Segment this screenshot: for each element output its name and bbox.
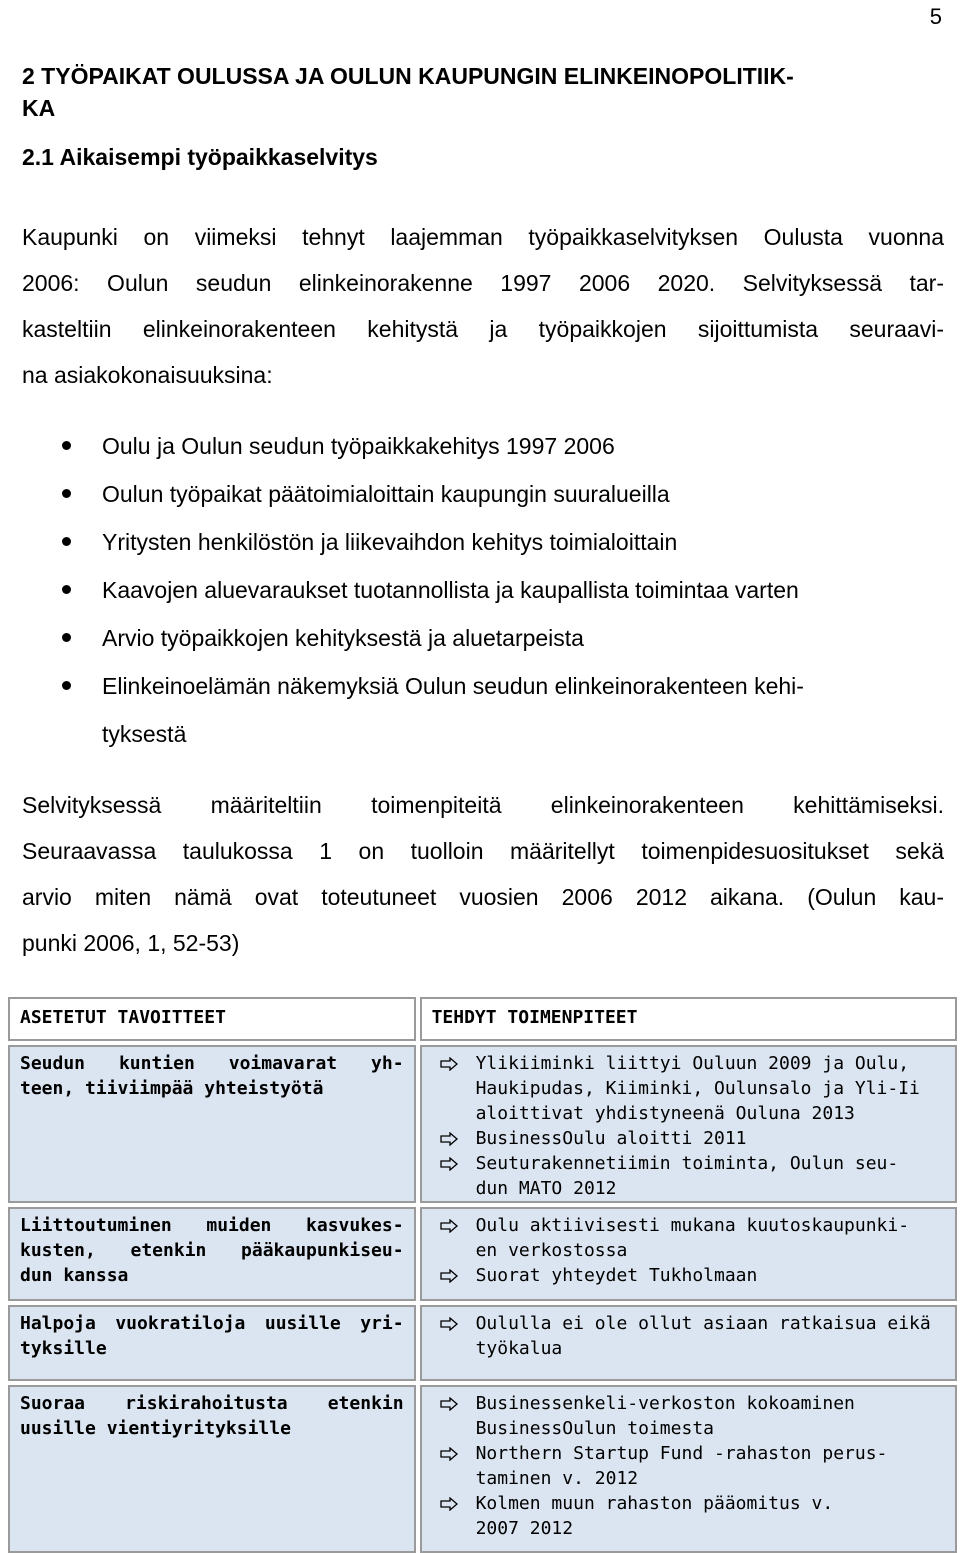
paragraph-line: Selvityksessä määriteltiin toimenpiteitä elinkeinorakenteen kehittämiseksi.: [22, 792, 944, 818]
paragraph-line: arvio miten nämä ovat toteutuneet vuosien 2006 2012 aikana. (Oulun kau-: [22, 884, 944, 910]
action-text: [476, 1391, 855, 1441]
actions-cell: [420, 1045, 957, 1203]
action-text: [476, 1491, 834, 1541]
actions-cell: [420, 1207, 957, 1301]
goal-text: dun kanssa: [20, 1265, 129, 1286]
chapter-heading-line: KA: [22, 95, 56, 121]
action-text: [476, 1213, 909, 1263]
section-heading: 2.1 Aikaisempi työpaikkaselvitys: [22, 144, 378, 170]
bullet-icon: [62, 489, 71, 498]
paragraph-line: kasteltiin elinkeinorakenteen kehitystä ja työpaikkojen sijoittumista seuraavi-: [22, 316, 944, 342]
action-text-line: Oulu aktiivisesti mukana kuutoskaupunki-: [475, 1215, 910, 1236]
list-item: [62, 518, 922, 566]
list-item: [62, 566, 922, 614]
action-text-line: Oululla ei ole ollut asiaan ratkaisua eikä: [475, 1313, 931, 1334]
goal-text: kusten, etenkin pääkaupunkiseu-: [20, 1240, 404, 1261]
table-header-goals: ASETETUT TAVOITTEET: [8, 997, 416, 1041]
arrow-right-icon: [434, 1051, 476, 1126]
arrow-right-icon: [434, 1213, 476, 1263]
bullet-icon: [62, 633, 71, 642]
action-text-line: Northern Startup Fund -rahaston perus-: [475, 1443, 888, 1464]
action-text-line: Businessenkeli-verkoston kokoaminen: [475, 1393, 855, 1414]
table-body: [8, 1045, 957, 1553]
action-text-line: 2007 2012: [475, 1518, 574, 1539]
actions-cell: [420, 1305, 957, 1381]
goals-actions-table: [8, 997, 957, 1553]
arrow-right-icon: [434, 1126, 476, 1151]
goal-text: uusille vientiyrityksille: [20, 1418, 291, 1439]
list-item-text: Elinkeinoelämän näkemyksiä Oulun seudun elinkeinorakenteen kehi-: [102, 673, 804, 699]
action-text-line: taminen v. 2012: [475, 1468, 639, 1489]
table-row: [8, 1207, 957, 1301]
paragraph-line: Kaupunki on viimeksi tehnyt laajemman työpaikkaselvityksen Oulusta vuonna: [22, 224, 944, 250]
action-text-line: Kolmen muun rahaston pääomitus v.: [475, 1493, 834, 1514]
paragraph-line: Seuraavassa taulukossa 1 on tuolloin määritellyt toimenpidesuositukset sekä: [22, 838, 944, 864]
action-item: [434, 1051, 945, 1126]
arrow-right-icon: [434, 1311, 476, 1361]
actions-cell: [420, 1385, 957, 1553]
goal-text: teen, tiiviimpää yhteistyötä: [20, 1078, 324, 1099]
topic-list: [62, 422, 922, 758]
action-item: [434, 1441, 945, 1491]
list-item-text: Oulun työpaikat päätoimialoittain kaupungin suuralueilla: [102, 481, 670, 507]
bullet-icon: [62, 681, 71, 690]
page-number: 5: [929, 4, 942, 29]
intro-paragraph: [22, 214, 944, 398]
paragraph-line: na asiakokonaisuuksina:: [22, 362, 273, 388]
action-text-line: dun MATO 2012: [475, 1178, 617, 1199]
arrow-right-icon: [434, 1151, 476, 1201]
summary-paragraph: [22, 782, 944, 966]
paragraph-line: 2006: Oulun seudun elinkeinorakenne 1997 2006 2020. Selvityksessä tar-: [22, 270, 944, 296]
action-text-line: Seuturakennetiimin toiminta, Oulun seu-: [475, 1153, 899, 1174]
action-item: [434, 1213, 945, 1263]
chapter-heading-line: 2 TYÖPAIKAT OULUSSA JA OULUN KAUPUNGIN ELINKEINOPOLITIIK-: [22, 63, 794, 89]
chapter-heading: [22, 60, 942, 124]
action-text-line: työkalua: [475, 1338, 563, 1359]
bullet-icon: [62, 537, 71, 546]
action-text: [476, 1151, 899, 1201]
action-text: [476, 1051, 920, 1126]
arrow-right-icon: [434, 1263, 476, 1288]
goal-text: Liittoutuminen muiden kasvukes-: [20, 1215, 404, 1236]
action-item: [434, 1491, 945, 1541]
goal-text: Halpoja vuokratiloja uusille yri-: [20, 1313, 404, 1334]
action-item: [434, 1151, 945, 1201]
action-text-line: BusinessOulun toimesta: [475, 1418, 714, 1439]
bullet-icon: [62, 585, 71, 594]
goal-text: tyksille: [20, 1338, 107, 1359]
list-item: [62, 422, 922, 470]
table-row: [8, 1305, 957, 1381]
goal-text: Suoraa riskirahoitusta etenkin: [20, 1393, 404, 1414]
action-text: [476, 1441, 888, 1491]
action-item: [434, 1126, 945, 1151]
list-item-text: tyksestä: [102, 721, 187, 747]
action-text-line: aloittivat yhdistyneenä Ouluna 2013: [475, 1103, 855, 1124]
action-text-line: BusinessOulu aloitti 2011: [475, 1128, 747, 1149]
table-header-row: [8, 997, 957, 1041]
arrow-right-icon: [434, 1491, 476, 1541]
action-text-line: Suorat yhteydet Tukholmaan: [475, 1265, 758, 1286]
action-text: [476, 1311, 931, 1361]
goal-cell: [8, 1045, 416, 1203]
arrow-right-icon: [434, 1441, 476, 1491]
action-text-line: Ylikiiminki liittyi Ouluun 2009 ja Oulu,: [475, 1053, 910, 1074]
goal-cell: [8, 1207, 416, 1301]
goal-cell: [8, 1385, 416, 1553]
table-row: [8, 1385, 957, 1553]
action-text-line: en verkostossa: [475, 1240, 628, 1261]
goal-text: Seudun kuntien voimavarat yh-: [20, 1053, 404, 1074]
table-row: [8, 1045, 957, 1203]
action-item: [434, 1263, 945, 1288]
goal-cell: [8, 1305, 416, 1381]
action-text: [476, 1263, 758, 1288]
action-item: [434, 1311, 945, 1361]
bullet-icon: [62, 441, 71, 450]
paragraph-line: punki 2006, 1, 52-53): [22, 930, 240, 956]
action-text-line: Haukipudas, Kiiminki, Oulunsalo ja Yli-Ii: [475, 1078, 920, 1099]
list-item: [62, 662, 922, 758]
action-text: [476, 1126, 747, 1151]
list-item-text: Arvio työpaikkojen kehityksestä ja aluetarpeista: [102, 625, 584, 651]
list-item: [62, 470, 922, 518]
list-item: [62, 614, 922, 662]
list-item-text: Yritysten henkilöstön ja liikevaihdon kehitys toimialoittain: [102, 529, 678, 555]
list-item-text: Oulu ja Oulun seudun työpaikkakehitys 1997 2006: [102, 433, 615, 459]
arrow-right-icon: [434, 1391, 476, 1441]
list-item-text: Kaavojen aluevaraukset tuotannollista ja kaupallista toimintaa varten: [102, 577, 799, 603]
action-item: [434, 1391, 945, 1441]
table-header-actions: TEHDYT TOIMENPITEET: [420, 997, 957, 1041]
